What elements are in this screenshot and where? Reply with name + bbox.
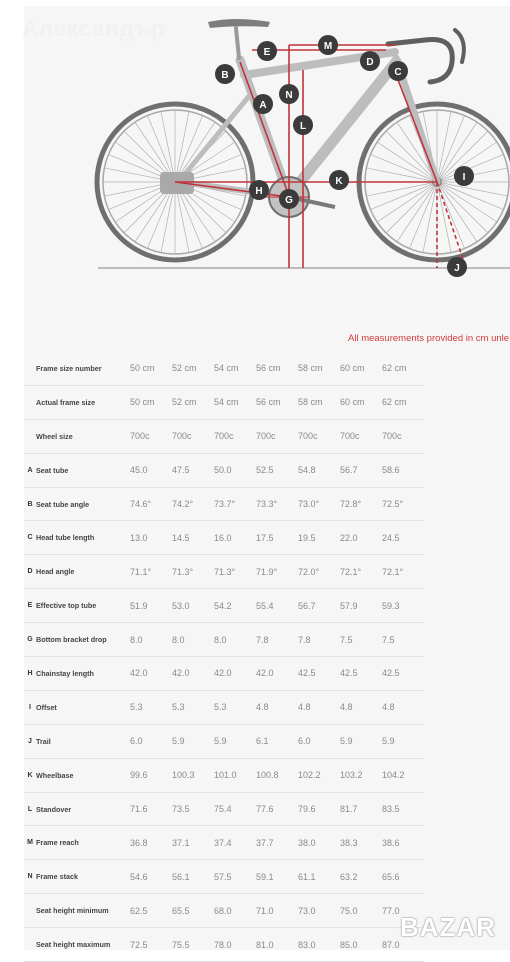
row-value: 700c: [214, 419, 256, 453]
row-value: 700c: [256, 419, 298, 453]
row-value: 6.1: [256, 724, 298, 758]
row-value: 72.5: [130, 928, 172, 962]
row-value: 83.5: [382, 792, 424, 826]
measurement-note: All measurements provided in cm unle: [348, 333, 510, 344]
marker-l: [293, 115, 313, 135]
row-value: 54.2: [214, 589, 256, 623]
marker-a: [253, 94, 273, 114]
row-value: 7.8: [298, 623, 340, 657]
row-value: 36.8: [130, 826, 172, 860]
row-value: 7.5: [382, 623, 424, 657]
row-value: 60 cm: [340, 385, 382, 419]
row-letter: C: [24, 521, 36, 555]
row-value: 50 cm: [130, 385, 172, 419]
row-letter: H: [24, 657, 36, 691]
row-value: 81.7: [340, 792, 382, 826]
row-label: Seat height maximum: [36, 928, 130, 962]
row-label: Seat tube: [36, 453, 130, 487]
row-value: 16.0: [214, 521, 256, 555]
table-row: [24, 521, 424, 555]
row-label: Frame size number: [36, 352, 130, 385]
row-value: 56.1: [172, 860, 214, 894]
row-label: Standover: [36, 792, 130, 826]
row-value: 13.0: [130, 521, 172, 555]
table-row: [24, 487, 424, 521]
row-value: 104.2: [382, 758, 424, 792]
row-value: 38.0: [298, 826, 340, 860]
row-label: Seat tube angle: [36, 487, 130, 521]
row-value: 51.9: [130, 589, 172, 623]
bike-geometry-diagram: [0, 0, 510, 330]
row-label: Actual frame size: [36, 385, 130, 419]
row-value: 102.2: [298, 758, 340, 792]
row-value: 75.5: [172, 928, 214, 962]
row-letter: A: [24, 453, 36, 487]
table-row: [24, 352, 424, 385]
row-value: 73.0°: [298, 487, 340, 521]
marker-n: [279, 84, 299, 104]
row-value: 42.5: [382, 657, 424, 691]
row-value: 57.5: [214, 860, 256, 894]
row-value: 65.5: [172, 894, 214, 928]
row-value: 78.0: [214, 928, 256, 962]
row-value: 4.8: [298, 690, 340, 724]
svg-text:L: L: [299, 121, 307, 132]
row-value: 8.0: [130, 623, 172, 657]
row-value: 14.5: [172, 521, 214, 555]
row-value: 42.0: [172, 657, 214, 691]
row-value: 55.4: [256, 589, 298, 623]
row-value: 59.3: [382, 589, 424, 623]
row-letter: G: [24, 623, 36, 657]
svg-text:M: M: [323, 41, 333, 52]
row-value: 42.5: [340, 657, 382, 691]
row-value: 5.9: [172, 724, 214, 758]
row-value: 60 cm: [340, 352, 382, 385]
table-row: [24, 419, 424, 453]
row-value: 72.1°: [340, 555, 382, 589]
row-value: 57.9: [340, 589, 382, 623]
row-value: 72.0°: [298, 555, 340, 589]
row-value: 700c: [382, 419, 424, 453]
row-value: 63.2: [340, 860, 382, 894]
row-value: 37.4: [214, 826, 256, 860]
row-letter: D: [24, 555, 36, 589]
svg-text:D: D: [366, 57, 374, 68]
row-value: 65.6: [382, 860, 424, 894]
row-letter: [24, 419, 36, 453]
row-value: 24.5: [382, 521, 424, 555]
row-label: Head angle: [36, 555, 130, 589]
row-value: 50 cm: [130, 352, 172, 385]
row-letter: K: [24, 758, 36, 792]
row-value: 73.3°: [256, 487, 298, 521]
row-value: 56.7: [298, 589, 340, 623]
row-letter: M: [24, 826, 36, 860]
row-letter: [24, 352, 36, 385]
marker-h: [249, 180, 269, 200]
row-value: 6.0: [130, 724, 172, 758]
geometry-table: [24, 352, 424, 962]
row-label: Wheelbase: [36, 758, 130, 792]
row-value: 100.8: [256, 758, 298, 792]
row-value: 42.0: [214, 657, 256, 691]
table-row: [24, 555, 424, 589]
row-value: 56 cm: [256, 352, 298, 385]
row-value: 4.8: [382, 690, 424, 724]
row-value: 79.6: [298, 792, 340, 826]
row-value: 75.4: [214, 792, 256, 826]
row-value: 58 cm: [298, 352, 340, 385]
row-value: 62 cm: [382, 352, 424, 385]
row-value: 81.0: [256, 928, 298, 962]
row-value: 83.0: [298, 928, 340, 962]
row-value: 38.3: [340, 826, 382, 860]
row-value: 103.2: [340, 758, 382, 792]
svg-text:A: A: [259, 100, 267, 111]
row-value: 700c: [298, 419, 340, 453]
row-label: Head tube length: [36, 521, 130, 555]
table-row: [24, 589, 424, 623]
row-value: 71.9°: [256, 555, 298, 589]
row-value: 62 cm: [382, 385, 424, 419]
row-label: Trail: [36, 724, 130, 758]
row-value: 700c: [130, 419, 172, 453]
row-value: 5.3: [172, 690, 214, 724]
row-value: 5.3: [130, 690, 172, 724]
row-letter: [24, 928, 36, 962]
row-value: 75.0: [340, 894, 382, 928]
row-value: 50.0: [214, 453, 256, 487]
row-value: 52.5: [256, 453, 298, 487]
row-value: 22.0: [340, 521, 382, 555]
row-value: 5.9: [340, 724, 382, 758]
table-row: [24, 657, 424, 691]
svg-text:I: I: [462, 172, 466, 183]
row-letter: I: [24, 690, 36, 724]
row-value: 71.3°: [214, 555, 256, 589]
svg-text:C: C: [394, 67, 402, 78]
row-value: 74.2°: [172, 487, 214, 521]
marker-d: [360, 51, 380, 71]
row-value: 7.5: [340, 623, 382, 657]
row-value: 61.1: [298, 860, 340, 894]
row-value: 56.7: [340, 453, 382, 487]
row-value: 37.1: [172, 826, 214, 860]
row-value: 85.0: [340, 928, 382, 962]
table-row: [24, 792, 424, 826]
bazar-watermark: BAZAR: [400, 912, 496, 942]
row-label: Wheel size: [36, 419, 130, 453]
row-value: 37.7: [256, 826, 298, 860]
table-row: [24, 690, 424, 724]
row-value: 17.5: [256, 521, 298, 555]
row-value: 73.7°: [214, 487, 256, 521]
saddle: [208, 19, 270, 28]
marker-i: [454, 166, 474, 186]
row-value: 100.3: [172, 758, 214, 792]
row-label: Effective top tube: [36, 589, 130, 623]
svg-text:G: G: [285, 195, 293, 206]
row-letter: E: [24, 589, 36, 623]
row-label: Chainstay length: [36, 657, 130, 691]
row-value: 19.5: [298, 521, 340, 555]
svg-text:J: J: [454, 263, 460, 274]
table-row: [24, 894, 424, 928]
row-letter: J: [24, 724, 36, 758]
row-value: 73.5: [172, 792, 214, 826]
row-value: 47.5: [172, 453, 214, 487]
row-value: 101.0: [214, 758, 256, 792]
svg-text:K: K: [335, 176, 343, 187]
row-value: 71.1°: [130, 555, 172, 589]
row-value: 45.0: [130, 453, 172, 487]
row-value: 99.6: [130, 758, 172, 792]
marker-b: [215, 64, 235, 84]
row-value: 54.8: [298, 453, 340, 487]
table-row: [24, 758, 424, 792]
row-value: 52 cm: [172, 352, 214, 385]
row-value: 77.0: [382, 894, 424, 928]
row-value: 4.8: [340, 690, 382, 724]
svg-text:E: E: [263, 47, 271, 58]
row-letter: N: [24, 860, 36, 894]
svg-text:N: N: [285, 90, 293, 101]
row-value: 71.3°: [172, 555, 214, 589]
table-row: [24, 724, 424, 758]
table-row: [24, 623, 424, 657]
row-value: 53.0: [172, 589, 214, 623]
row-letter: [24, 385, 36, 419]
row-value: 8.0: [172, 623, 214, 657]
row-value: 5.3: [214, 690, 256, 724]
watermark-name: Александър: [22, 16, 166, 41]
marker-j: [447, 257, 467, 277]
row-value: 38.6: [382, 826, 424, 860]
row-letter: [24, 894, 36, 928]
row-letter: L: [24, 792, 36, 826]
table-row: [24, 453, 424, 487]
row-label: Frame stack: [36, 860, 130, 894]
table-row: [24, 826, 424, 860]
row-label: Offset: [36, 690, 130, 724]
row-value: 56 cm: [256, 385, 298, 419]
row-value: 72.8°: [340, 487, 382, 521]
marker-g: [279, 189, 299, 209]
marker-k: [329, 170, 349, 190]
row-value: 54.6: [130, 860, 172, 894]
row-value: 42.5: [298, 657, 340, 691]
row-label: Bottom bracket drop: [36, 623, 130, 657]
row-value: 77.6: [256, 792, 298, 826]
row-value: 62.5: [130, 894, 172, 928]
row-value: 5.9: [214, 724, 256, 758]
row-value: 6.0: [298, 724, 340, 758]
row-value: 58.6: [382, 453, 424, 487]
row-value: 700c: [340, 419, 382, 453]
row-value: 71.6: [130, 792, 172, 826]
marker-c: [388, 61, 408, 81]
row-value: 58 cm: [298, 385, 340, 419]
row-value: 700c: [172, 419, 214, 453]
row-value: 54 cm: [214, 385, 256, 419]
row-value: 42.0: [256, 657, 298, 691]
table-row: [24, 928, 424, 962]
row-value: 7.8: [256, 623, 298, 657]
row-value: 74.6°: [130, 487, 172, 521]
row-value: 73.0: [298, 894, 340, 928]
row-value: 4.8: [256, 690, 298, 724]
row-value: 5.9: [382, 724, 424, 758]
row-value: 8.0: [214, 623, 256, 657]
table-row: [24, 385, 424, 419]
row-value: 42.0: [130, 657, 172, 691]
row-value: 72.5°: [382, 487, 424, 521]
svg-text:B: B: [221, 70, 229, 81]
row-value: 87.0: [382, 928, 424, 962]
row-value: 71.0: [256, 894, 298, 928]
row-value: 72.1°: [382, 555, 424, 589]
marker-e: [257, 41, 277, 61]
svg-text:H: H: [255, 186, 263, 197]
table-row: [24, 860, 424, 894]
row-value: 59.1: [256, 860, 298, 894]
row-label: Frame reach: [36, 826, 130, 860]
row-value: 52 cm: [172, 385, 214, 419]
marker-m: [318, 35, 338, 55]
row-value: 68.0: [214, 894, 256, 928]
row-letter: B: [24, 487, 36, 521]
row-value: 54 cm: [214, 352, 256, 385]
row-label: Seat height minimum: [36, 894, 130, 928]
